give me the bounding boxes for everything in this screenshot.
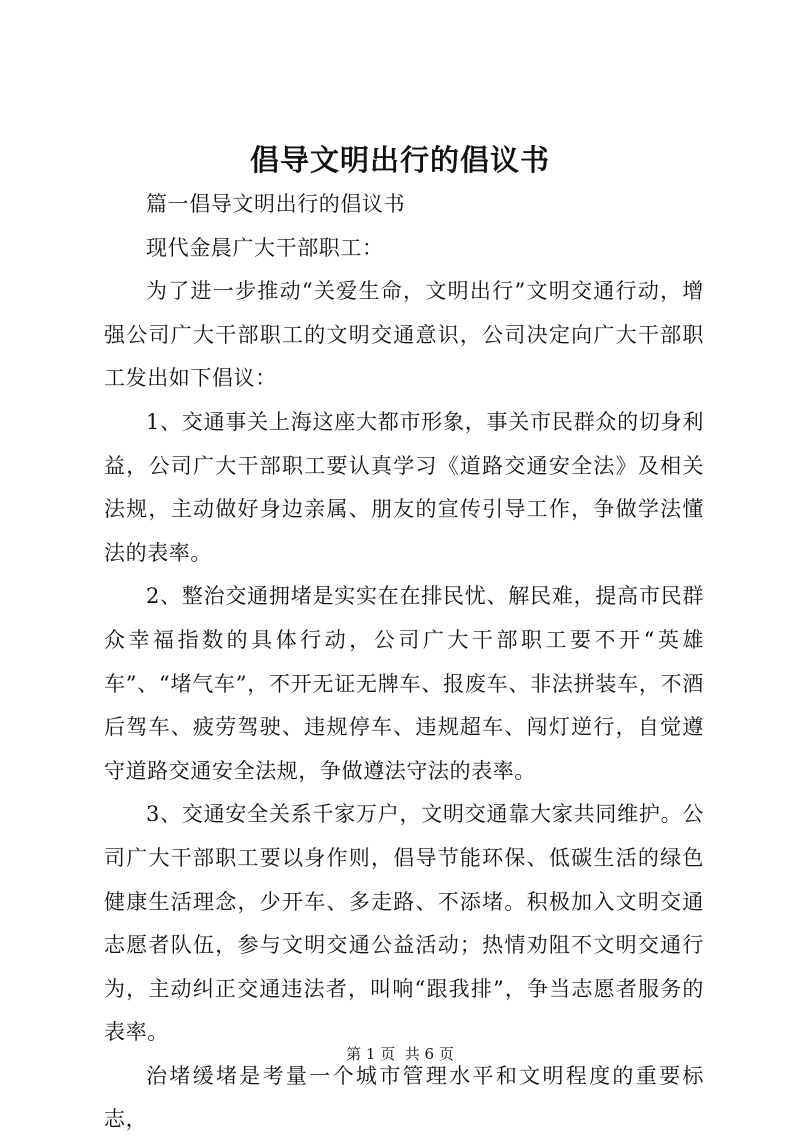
page-number: 第 1 页 共 6 页 — [346, 1045, 454, 1063]
paragraph-item-3: 3、交通安全关系千家万户，文明交通靠大家共同维护。公司广大干部职工要以身作则，倡导节能环保、低碳生活的绿色健康生活理念，少开车、多走路、不添堵。积极加入文明交通志愿者队伍，参与文明交通公益活动；热情劝阻不文明交通行为，主动纠正交通违法者，叫响“跟我排”，争当志愿者服务的表率。 — [104, 802, 704, 1045]
document-body — [104, 183, 704, 1142]
paragraph-item-2: 2、整治交通拥堵是实实在在排民忧、解民难，提高市民群众幸福指数的具体行动，公司广大干部职工要不开“英雄车”、“堵气车”，不开无证无牌车、报废车、非法拼装车，不酒后驾车、疲劳驾驶、违规停车、违规超车、闯灯逆行，自觉遵守道路交通安全法规，争做遵法守法的表率。 — [104, 584, 704, 783]
paragraph-closing: 治堵缓堵是考量一个城市管理水平和文明程度的重要标志， — [104, 1063, 704, 1132]
page-footer — [0, 1044, 800, 1064]
paragraph-intro: 为了进一步推动“关爱生命，文明出行”文明交通行动，增强公司广大干部职工的文明交通意识，公司决定向广大干部职工发出如下倡议： — [104, 279, 704, 391]
paragraph-section-heading: 篇一倡导文明出行的倡议书 — [146, 192, 406, 216]
paragraph-item-1: 1、交通事关上海这座大都市形象，事关市民群众的切身利益，公司广大干部职工要认真学习《道路交通安全法》及相关法规，主动做好身边亲属、朋友的宣传引导工作，争做学法懂法的表率。 — [104, 409, 704, 565]
paragraph-salutation: 现代金晨广大干部职工： — [146, 235, 384, 260]
document-title: 倡导文明出行的倡议书 — [249, 143, 550, 177]
